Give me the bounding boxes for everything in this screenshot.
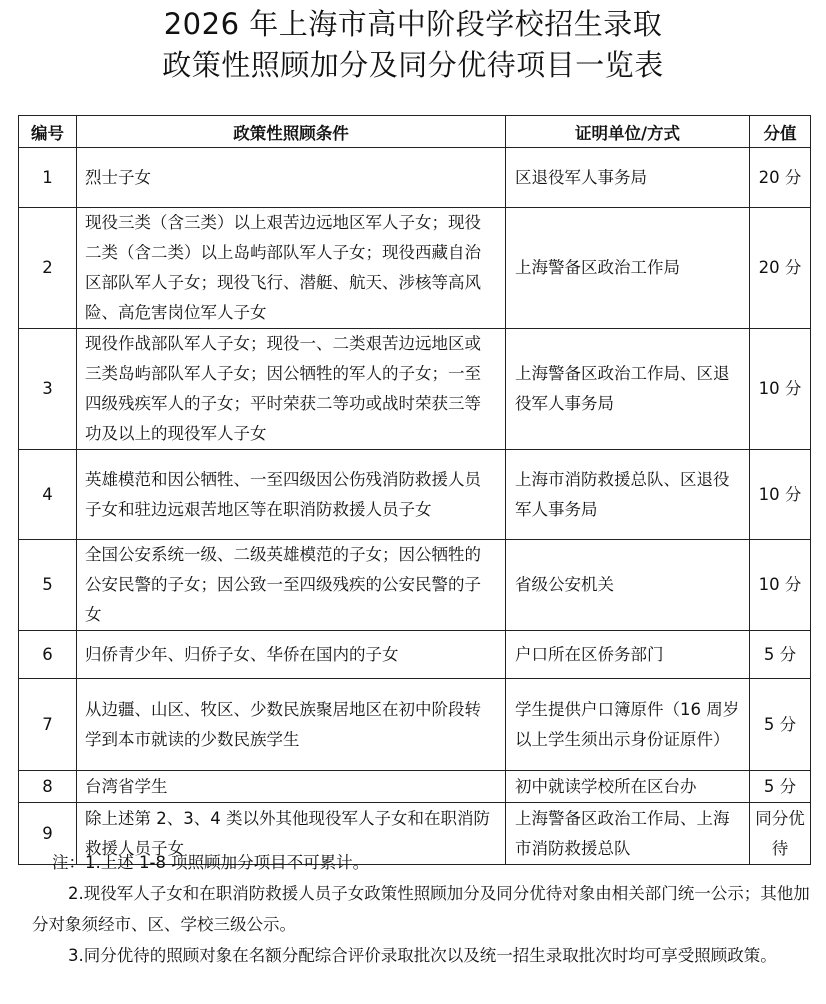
header-num: 编号 xyxy=(19,116,77,148)
row-org: 省级公安机关 xyxy=(506,540,750,631)
row-num: 7 xyxy=(19,679,77,771)
row-score: 20 分 xyxy=(750,208,811,329)
row-score: 10 分 xyxy=(750,329,811,450)
row-num: 4 xyxy=(19,450,77,540)
table-row xyxy=(19,148,811,208)
row-score: 20 分 xyxy=(750,148,811,208)
note-1: 注：1.上述 1-8 项照顾加分项目不可累计。 xyxy=(52,853,370,872)
table-header-row xyxy=(19,116,811,148)
row-num: 5 xyxy=(19,540,77,631)
row-condition: 英雄模范和因公牺牲、一至四级因公伤残消防救援人员子女和驻边远艰苦地区等在职消防救援人员子女 xyxy=(77,450,506,540)
table-row xyxy=(19,208,811,329)
table-row xyxy=(19,540,811,631)
table-row xyxy=(19,679,811,771)
document-title-line-2: 政策性照顾加分及同分优待项目一览表 xyxy=(162,48,664,82)
row-org: 上海警备区政治工作局、上海市消防救援总队 xyxy=(506,803,750,865)
document-title-line-1: 2026 年上海市高中阶段学校招生录取 xyxy=(163,7,663,41)
table-row xyxy=(19,631,811,679)
row-condition: 全国公安系统一级、二级英雄模范的子女；因公牺牲的公安民警的子女；因公致一至四级残疾的公安民警的子女 xyxy=(77,540,506,631)
row-score: 5 分 xyxy=(750,679,811,771)
row-num: 2 xyxy=(19,208,77,329)
row-org: 户口所在区侨务部门 xyxy=(506,631,750,679)
row-condition: 现役作战部队军人子女；现役一、二类艰苦边远地区或三类岛屿部队军人子女；因公牺牲的军人的子女；一至四级残疾军人的子女；平时荣获二等功或战时荣获三等功及以上的现役军人子女 xyxy=(77,329,506,450)
header-score: 分值 xyxy=(750,116,811,148)
note-2: 2.现役军人子女和在职消防救援人员子女政策性照顾加分及同分优待对象由相关部门统一公示；其他加分对象须经市、区、学校三级公示。 xyxy=(32,884,810,934)
row-num: 8 xyxy=(19,771,77,803)
header-condition: 政策性照顾条件 xyxy=(77,116,506,148)
row-org: 区退役军人事务局 xyxy=(506,148,750,208)
header-org: 证明单位/方式 xyxy=(506,116,750,148)
note-3: 3.同分优待的照顾对象在名额分配综合评价录取批次以及统一招生录取批次时均可享受照顾政策。 xyxy=(68,946,777,965)
row-condition: 台湾省学生 xyxy=(77,771,506,803)
row-org: 上海警备区政治工作局、区退役军人事务局 xyxy=(506,329,750,450)
row-condition: 归侨青少年、归侨子女、华侨在国内的子女 xyxy=(77,631,506,679)
row-condition: 除上述第 2、3、4 类以外其他现役军人子女和在职消防救援人员子女 xyxy=(77,803,506,865)
row-num: 1 xyxy=(19,148,77,208)
row-score: 同分优待 xyxy=(750,803,811,865)
row-num: 6 xyxy=(19,631,77,679)
table-row xyxy=(19,771,811,803)
row-org: 初中就读学校所在区台办 xyxy=(506,771,750,803)
row-score: 5 分 xyxy=(750,631,811,679)
row-score: 5 分 xyxy=(750,771,811,803)
row-condition: 烈士子女 xyxy=(77,148,506,208)
row-condition: 从边疆、山区、牧区、少数民族聚居地区在初中阶段转学到本市就读的少数民族学生 xyxy=(77,679,506,771)
bonus-points-table xyxy=(18,115,811,865)
row-org: 上海市消防救援总队、区退役军人事务局 xyxy=(506,450,750,540)
row-score: 10 分 xyxy=(750,540,811,631)
row-org: 上海警备区政治工作局 xyxy=(506,208,750,329)
row-condition: 现役三类（含三类）以上艰苦边远地区军人子女；现役二类（含二类）以上岛屿部队军人子女；现役西藏自治区部队军人子女；现役飞行、潜艇、航天、涉核等高风险、高危害岗位军人子女 xyxy=(77,208,506,329)
table-row xyxy=(19,329,811,450)
notes-section xyxy=(32,847,816,971)
row-score: 10 分 xyxy=(750,450,811,540)
table-row xyxy=(19,450,811,540)
row-num: 9 xyxy=(19,803,77,865)
row-org: 学生提供户口簿原件（16 周岁以上学生须出示身份证原件） xyxy=(506,679,750,771)
row-num: 3 xyxy=(19,329,77,450)
